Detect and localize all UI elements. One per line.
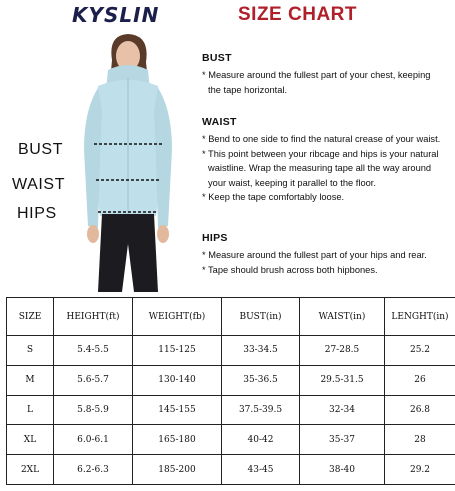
table-cell: 26.8 — [385, 395, 455, 425]
table-cell: 130-140 — [133, 365, 222, 395]
column-header: SIZE — [7, 298, 54, 336]
bust-label: BUST — [18, 141, 64, 158]
instruction-line — [202, 83, 452, 98]
bust-section — [202, 52, 452, 97]
table-cell: S — [7, 336, 54, 366]
table-cell: 25.2 — [385, 336, 455, 366]
model-figure — [62, 30, 194, 292]
page-title: SIZE CHART — [238, 4, 357, 25]
hips-section — [202, 232, 452, 277]
instruction-line: * This point between your ribcage and hips is your natural — [202, 148, 439, 159]
table-cell: 115-125 — [133, 336, 222, 366]
table-cell: 28 — [385, 425, 455, 455]
size-table — [6, 297, 455, 485]
waist-section — [202, 116, 452, 205]
instruction-line — [202, 161, 452, 176]
table-cell: 5.8-5.9 — [54, 395, 133, 425]
section-heading: BUST — [202, 52, 232, 64]
table-cell: XL — [7, 425, 54, 455]
table-cell: 26 — [385, 365, 455, 395]
table-cell: 2XL — [7, 455, 54, 485]
table-row — [7, 425, 455, 455]
table-cell: 33-34.5 — [222, 336, 300, 366]
table-cell: 38-40 — [300, 455, 385, 485]
instruction-line: * Measure around the fullest part of your chest, keeping — [202, 70, 431, 80]
table-cell: 6.0-6.1 — [54, 425, 133, 455]
column-header: LENGHT(in) — [385, 298, 455, 336]
instruction-line: * Measure around the fullest part of your hips and rear. — [202, 250, 427, 260]
instruction-line: * Keep the tape comfortably loose. — [202, 192, 345, 203]
table-cell: 37.5-39.5 — [222, 395, 300, 425]
table-cell: 35-37 — [300, 425, 385, 455]
table-cell: 32-34 — [300, 395, 385, 425]
table-cell: L — [7, 395, 54, 425]
instruction-line — [202, 176, 452, 191]
left-hand-shape — [87, 225, 99, 243]
table-cell: 165-180 — [133, 425, 222, 455]
table-header-row — [7, 298, 455, 336]
table-row — [7, 365, 455, 395]
column-header: BUST(in) — [222, 298, 300, 336]
waist-label: WAIST — [12, 176, 66, 193]
table-row — [7, 395, 455, 425]
column-header: WAIST(in) — [300, 298, 385, 336]
instruction-line: * Bend to one side to find the natural crease of your waist. — [202, 134, 441, 144]
instruction-text: your waist, keeping it parallel to the floor. — [208, 177, 376, 188]
section-heading: HIPS — [202, 232, 228, 244]
table-cell: 185-200 — [133, 455, 222, 485]
table-cell: 40-42 — [222, 425, 300, 455]
table-cell: 43-45 — [222, 455, 300, 485]
table-cell: 29.2 — [385, 455, 455, 485]
table-cell: 35-36.5 — [222, 365, 300, 395]
table-cell: M — [7, 365, 54, 395]
brand-logo: KYSLIN — [72, 3, 160, 27]
hips-label: HIPS — [17, 205, 57, 222]
table-cell: 29.5-31.5 — [300, 365, 385, 395]
column-header: HEIGHT(ft) — [54, 298, 133, 336]
table-row — [7, 336, 455, 366]
table-row — [7, 455, 455, 485]
table-cell: 27-28.5 — [300, 336, 385, 366]
table-cell: 5.6-5.7 — [54, 365, 133, 395]
table-cell: 5.4-5.5 — [54, 336, 133, 366]
instruction-text: the tape horizontal. — [208, 84, 288, 95]
table-cell: 6.2-6.3 — [54, 455, 133, 485]
instruction-text: waistline. Wrap the measuring tape all the way around — [208, 163, 432, 174]
section-heading: WAIST — [202, 116, 237, 128]
right-hand-shape — [157, 225, 169, 243]
table-cell: 145-155 — [133, 395, 222, 425]
leggings-shape — [98, 214, 158, 292]
instruction-line: * Tape should brush across both hipbones. — [202, 264, 378, 275]
column-header: WEIGHT(fb) — [133, 298, 222, 336]
